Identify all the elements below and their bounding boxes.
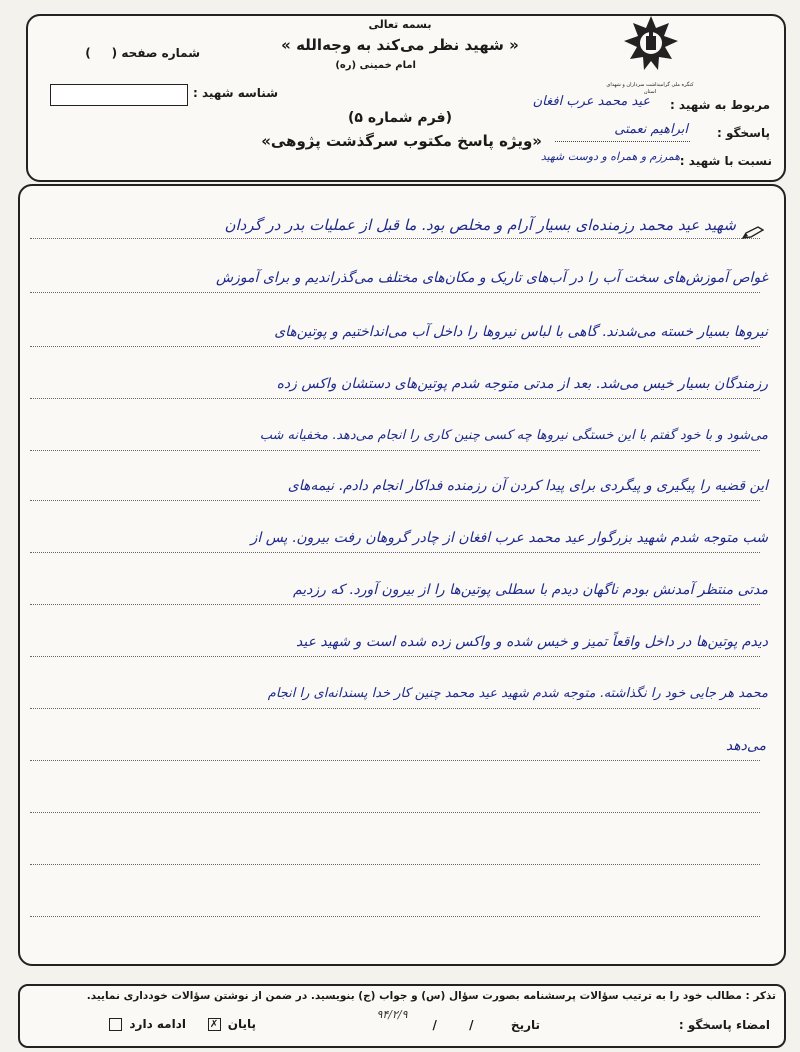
answer-line: می‌دهد	[725, 738, 766, 754]
continue-label: ادامه دارد	[129, 1017, 186, 1031]
respondent-label: پاسخگو :	[717, 126, 770, 140]
relation-value: همرزم و همراه و دوست شهید	[540, 150, 680, 163]
end-label: پایان	[227, 1017, 256, 1031]
answer-line: غواص آموزش‌های سخت آب را در آب‌های تاریک و مکان‌های مختلف می‌گذراندیم و برای آموزش	[215, 270, 768, 286]
page-number-label: شماره صفحه ( )	[85, 46, 200, 60]
martyr-id-label: شناسه شهید :	[193, 86, 278, 100]
imam-attribution: امام خمینی (ره)	[335, 60, 416, 71]
logo-caption: کنگره ملی گرامیداشت سرداران و شهدای استان	[606, 82, 694, 95]
answer-line: محمد هر جایی خود را نگذاشته. متوجه شدم شهید عید محمد چنین کار خدا پسندانه‌ای را انجام	[267, 686, 768, 701]
answer-line: رزمندگان بسیار خیس می‌شد. بعد از مدتی متوجه شدم پوتین‌های دستشان واکس زده	[276, 376, 768, 392]
motto: « شهید نظر می‌کند به وجه‌الله »	[281, 36, 519, 54]
answer-line: این قضیه را پیگیری و پیگردی برای پیدا کردن آن رزمنده فداکار انجام دادم. نیمه‌های	[287, 478, 768, 494]
answer-line: شب متوجه شدم شهید بزرگوار عید محمد عرب افغان از چادر گروهان رفت بیرون. پس از	[250, 530, 768, 546]
respondent-underline	[555, 141, 690, 142]
answer-frame	[18, 184, 786, 966]
date-value: / /	[432, 1018, 488, 1032]
date-label: تاریخ	[510, 1018, 540, 1032]
continue-checkbox[interactable]	[109, 1018, 122, 1031]
signature-label: امضاء پاسخگو :	[678, 1018, 770, 1032]
pen-icon	[742, 226, 764, 240]
answer-line: مدتی منتظر آمدنش بودم ناگهان دیدم با سطلی پوتین‌ها را از بیرون آورد. که رزدیم	[292, 582, 768, 598]
bismillah: بسمه تعالی	[368, 18, 432, 31]
answer-line: شهید عید محمد رزمنده‌ای بسیار آرام و مخلص بود. ما قبل از عملیات بدر در گردان	[224, 216, 736, 234]
answer-line: نیروها بسیار خسته می‌شدند. گاهی با لباس نیروها را داخل آب می‌انداختیم و پوتین‌های	[274, 324, 768, 340]
footer-note: تذکر : مطالب خود را به ترتیب سؤالات پرسشنامه بصورت سؤال (س) و جواب (ج) بنویسید. در ضمن از نوشتن سؤالات خودداری نمایید.	[86, 990, 776, 1002]
answer-line: دیدم پوتین‌ها در داخل واقعاً تمیز و خیس شده و واکس زده شده است و شهید عید	[296, 634, 768, 650]
martyr-id-box[interactable]	[50, 84, 188, 106]
relation-label: نسبت با شهید :	[679, 154, 772, 168]
form-subtitle: «ویژه پاسخ مکتوب سرگذشت پژوهی»	[261, 132, 542, 150]
related-martyr-value: عید محمد عرب افغان	[532, 94, 650, 109]
respondent-value: ابراهیم نعمتی	[614, 122, 688, 137]
answer-line: می‌شود و با خود گفتم با این خستگی نیروها چه کسی چنین کاری را انجام می‌دهد. مخفیانه شب	[259, 428, 768, 443]
end-option[interactable]	[186, 1017, 256, 1031]
related-martyr-label: مربوط به شهید :	[669, 98, 770, 112]
handwritten-date: ۹۴/۲/۹	[376, 1008, 408, 1021]
end-checkbox[interactable]: ✗	[208, 1018, 221, 1031]
continue-option[interactable]	[100, 1017, 186, 1031]
form-number: (فرم شماره ۵)	[348, 110, 452, 126]
congress-logo	[620, 14, 682, 76]
